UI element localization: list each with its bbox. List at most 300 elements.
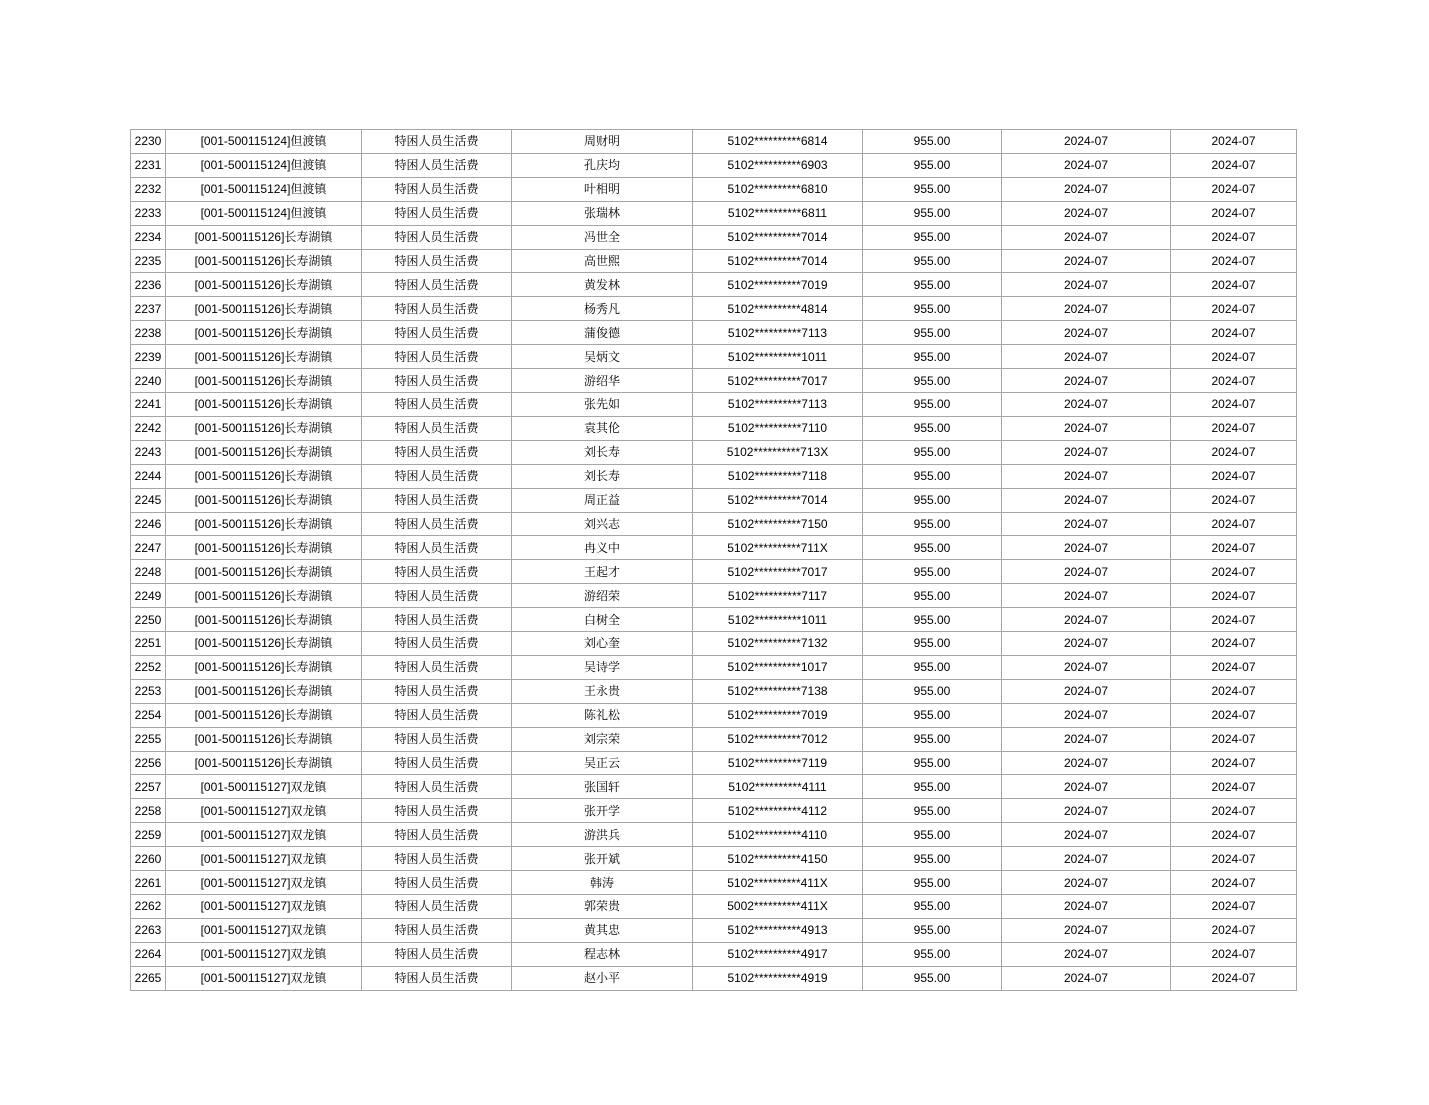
table-row [131,655,1297,679]
table-row [131,536,1297,560]
table-row [131,847,1297,871]
cell-subsidy-item: 特困人员生活费 [362,727,512,751]
cell-district: [001-500115127]双龙镇 [166,799,362,823]
cell-seq: 2243 [131,440,166,464]
cell-month-2: 2024-07 [1171,560,1297,584]
cell-subsidy-item: 特困人员生活费 [362,416,512,440]
cell-seq: 2245 [131,488,166,512]
cell-subsidy-item: 特困人员生活费 [362,321,512,345]
cell-seq: 2240 [131,369,166,393]
table-row [131,249,1297,273]
cell-district: [001-500115126]长寿湖镇 [166,464,362,488]
cell-seq: 2265 [131,966,166,990]
cell-month-2: 2024-07 [1171,727,1297,751]
cell-district: [001-500115124]但渡镇 [166,201,362,225]
cell-seq: 2258 [131,799,166,823]
cell-month-1: 2024-07 [1002,942,1171,966]
cell-amount: 955.00 [863,942,1002,966]
cell-id-number: 5102**********4917 [693,942,863,966]
table-row [131,464,1297,488]
cell-month-2: 2024-07 [1171,871,1297,895]
cell-name: 张开学 [512,799,693,823]
table-row [131,297,1297,321]
cell-district: [001-500115126]长寿湖镇 [166,655,362,679]
cell-district: [001-500115126]长寿湖镇 [166,297,362,321]
cell-month-2: 2024-07 [1171,632,1297,656]
cell-id-number: 5102**********713X [693,440,863,464]
cell-name: 刘宗荣 [512,727,693,751]
cell-district: [001-500115126]长寿湖镇 [166,321,362,345]
cell-name: 高世熙 [512,249,693,273]
cell-id-number: 5102**********7014 [693,249,863,273]
cell-id-number: 5102**********7117 [693,584,863,608]
cell-district: [001-500115127]双龙镇 [166,895,362,919]
cell-name: 王起才 [512,560,693,584]
cell-amount: 955.00 [863,703,1002,727]
cell-month-1: 2024-07 [1002,321,1171,345]
cell-amount: 955.00 [863,130,1002,154]
cell-month-2: 2024-07 [1171,177,1297,201]
cell-subsidy-item: 特困人员生活费 [362,823,512,847]
cell-seq: 2249 [131,584,166,608]
cell-month-2: 2024-07 [1171,679,1297,703]
cell-name: 冉义中 [512,536,693,560]
cell-district: [001-500115126]长寿湖镇 [166,369,362,393]
cell-month-1: 2024-07 [1002,871,1171,895]
cell-district: [001-500115126]长寿湖镇 [166,392,362,416]
cell-amount: 955.00 [863,249,1002,273]
cell-district: [001-500115127]双龙镇 [166,847,362,871]
cell-month-1: 2024-07 [1002,201,1171,225]
cell-seq: 2237 [131,297,166,321]
table-row [131,679,1297,703]
cell-district: [001-500115126]长寿湖镇 [166,560,362,584]
cell-month-1: 2024-07 [1002,727,1171,751]
cell-month-1: 2024-07 [1002,392,1171,416]
cell-amount: 955.00 [863,201,1002,225]
table-row [131,225,1297,249]
cell-subsidy-item: 特困人员生活费 [362,536,512,560]
cell-id-number: 5102**********4111 [693,775,863,799]
table-row [131,727,1297,751]
cell-district: [001-500115126]长寿湖镇 [166,584,362,608]
cell-month-2: 2024-07 [1171,464,1297,488]
table-row [131,130,1297,154]
cell-district: [001-500115127]双龙镇 [166,918,362,942]
cell-id-number: 5102**********7019 [693,273,863,297]
cell-id-number: 5102**********711X [693,536,863,560]
cell-amount: 955.00 [863,918,1002,942]
cell-id-number: 5102**********1017 [693,655,863,679]
cell-month-1: 2024-07 [1002,847,1171,871]
cell-name: 孔庆均 [512,153,693,177]
cell-month-1: 2024-07 [1002,297,1171,321]
cell-month-1: 2024-07 [1002,464,1171,488]
cell-name: 杨秀凡 [512,297,693,321]
cell-amount: 955.00 [863,847,1002,871]
cell-month-2: 2024-07 [1171,369,1297,393]
cell-subsidy-item: 特困人员生活费 [362,799,512,823]
cell-subsidy-item: 特困人员生活费 [362,297,512,321]
cell-subsidy-item: 特困人员生活费 [362,369,512,393]
cell-month-2: 2024-07 [1171,942,1297,966]
cell-name: 陈礼松 [512,703,693,727]
cell-district: [001-500115126]长寿湖镇 [166,345,362,369]
table-row [131,440,1297,464]
cell-subsidy-item: 特困人员生活费 [362,464,512,488]
cell-month-2: 2024-07 [1171,249,1297,273]
cell-month-2: 2024-07 [1171,321,1297,345]
cell-month-1: 2024-07 [1002,751,1171,775]
table-row [131,416,1297,440]
cell-amount: 955.00 [863,679,1002,703]
cell-month-1: 2024-07 [1002,130,1171,154]
cell-seq: 2239 [131,345,166,369]
cell-subsidy-item: 特困人员生活费 [362,201,512,225]
cell-month-2: 2024-07 [1171,416,1297,440]
cell-month-1: 2024-07 [1002,369,1171,393]
cell-seq: 2231 [131,153,166,177]
table-row [131,153,1297,177]
cell-seq: 2242 [131,416,166,440]
cell-amount: 955.00 [863,273,1002,297]
cell-name: 周正益 [512,488,693,512]
table-row [131,895,1297,919]
cell-month-2: 2024-07 [1171,847,1297,871]
cell-amount: 955.00 [863,775,1002,799]
cell-amount: 955.00 [863,345,1002,369]
cell-month-1: 2024-07 [1002,177,1171,201]
cell-month-2: 2024-07 [1171,512,1297,536]
cell-month-1: 2024-07 [1002,512,1171,536]
cell-id-number: 5102**********7113 [693,321,863,345]
table-row [131,703,1297,727]
cell-month-2: 2024-07 [1171,488,1297,512]
table-row [131,751,1297,775]
cell-subsidy-item: 特困人员生活费 [362,679,512,703]
cell-name: 王永贵 [512,679,693,703]
cell-month-1: 2024-07 [1002,895,1171,919]
cell-month-2: 2024-07 [1171,225,1297,249]
cell-seq: 2257 [131,775,166,799]
cell-seq: 2261 [131,871,166,895]
cell-id-number: 5102**********6810 [693,177,863,201]
table-row [131,321,1297,345]
cell-month-1: 2024-07 [1002,632,1171,656]
cell-id-number: 5102**********1011 [693,345,863,369]
cell-month-2: 2024-07 [1171,895,1297,919]
table-body [131,130,1297,991]
cell-id-number: 5102**********7110 [693,416,863,440]
cell-amount: 955.00 [863,608,1002,632]
cell-amount: 955.00 [863,655,1002,679]
cell-month-2: 2024-07 [1171,918,1297,942]
cell-month-1: 2024-07 [1002,225,1171,249]
cell-amount: 955.00 [863,727,1002,751]
cell-id-number: 5102**********411X [693,871,863,895]
cell-id-number: 5102**********7014 [693,488,863,512]
payment-list-table [130,129,1297,991]
cell-subsidy-item: 特困人员生活费 [362,703,512,727]
cell-seq: 2263 [131,918,166,942]
cell-subsidy-item: 特困人员生活费 [362,440,512,464]
cell-amount: 955.00 [863,966,1002,990]
cell-subsidy-item: 特困人员生活费 [362,130,512,154]
cell-subsidy-item: 特困人员生活费 [362,584,512,608]
cell-month-1: 2024-07 [1002,273,1171,297]
cell-district: [001-500115126]长寿湖镇 [166,249,362,273]
cell-seq: 2247 [131,536,166,560]
cell-month-2: 2024-07 [1171,273,1297,297]
cell-name: 白树全 [512,608,693,632]
table-row [131,345,1297,369]
cell-month-1: 2024-07 [1002,799,1171,823]
cell-month-1: 2024-07 [1002,536,1171,560]
cell-name: 周财明 [512,130,693,154]
cell-id-number: 5102**********7138 [693,679,863,703]
cell-month-2: 2024-07 [1171,440,1297,464]
cell-seq: 2260 [131,847,166,871]
cell-district: [001-500115127]双龙镇 [166,966,362,990]
cell-amount: 955.00 [863,751,1002,775]
cell-subsidy-item: 特困人员生活费 [362,249,512,273]
cell-amount: 955.00 [863,153,1002,177]
cell-subsidy-item: 特困人员生活费 [362,918,512,942]
cell-month-2: 2024-07 [1171,130,1297,154]
cell-name: 袁其伦 [512,416,693,440]
cell-seq: 2235 [131,249,166,273]
cell-name: 冯世全 [512,225,693,249]
cell-month-2: 2024-07 [1171,392,1297,416]
cell-month-1: 2024-07 [1002,560,1171,584]
cell-id-number: 5102**********7019 [693,703,863,727]
cell-seq: 2233 [131,201,166,225]
cell-month-1: 2024-07 [1002,488,1171,512]
cell-id-number: 5102**********4150 [693,847,863,871]
cell-subsidy-item: 特困人员生活费 [362,345,512,369]
cell-month-2: 2024-07 [1171,153,1297,177]
cell-name: 张瑞林 [512,201,693,225]
table-row [131,273,1297,297]
cell-district: [001-500115127]双龙镇 [166,942,362,966]
cell-district: [001-500115124]但渡镇 [166,153,362,177]
table-row [131,799,1297,823]
cell-month-2: 2024-07 [1171,201,1297,225]
cell-amount: 955.00 [863,799,1002,823]
cell-month-2: 2024-07 [1171,775,1297,799]
cell-district: [001-500115127]双龙镇 [166,775,362,799]
cell-month-1: 2024-07 [1002,416,1171,440]
table-row [131,560,1297,584]
cell-month-1: 2024-07 [1002,823,1171,847]
cell-month-2: 2024-07 [1171,608,1297,632]
cell-seq: 2262 [131,895,166,919]
cell-district: [001-500115126]长寿湖镇 [166,273,362,297]
cell-district: [001-500115127]双龙镇 [166,871,362,895]
cell-seq: 2264 [131,942,166,966]
cell-id-number: 5102**********4112 [693,799,863,823]
cell-amount: 955.00 [863,895,1002,919]
cell-seq: 2246 [131,512,166,536]
cell-month-1: 2024-07 [1002,153,1171,177]
cell-seq: 2254 [131,703,166,727]
cell-amount: 955.00 [863,823,1002,847]
cell-id-number: 5102**********7017 [693,369,863,393]
cell-id-number: 5102**********4913 [693,918,863,942]
table-row [131,966,1297,990]
table-row [131,512,1297,536]
cell-id-number: 5102**********7017 [693,560,863,584]
cell-seq: 2244 [131,464,166,488]
cell-district: [001-500115126]长寿湖镇 [166,703,362,727]
cell-district: [001-500115127]双龙镇 [166,823,362,847]
cell-id-number: 5102**********7118 [693,464,863,488]
table-row [131,942,1297,966]
cell-name: 赵小平 [512,966,693,990]
cell-seq: 2238 [131,321,166,345]
cell-name: 张先如 [512,392,693,416]
cell-month-2: 2024-07 [1171,966,1297,990]
table-row [131,632,1297,656]
cell-seq: 2248 [131,560,166,584]
cell-subsidy-item: 特困人员生活费 [362,225,512,249]
cell-name: 刘心奎 [512,632,693,656]
cell-subsidy-item: 特困人员生活费 [362,488,512,512]
cell-seq: 2232 [131,177,166,201]
cell-seq: 2250 [131,608,166,632]
cell-amount: 955.00 [863,297,1002,321]
table-row [131,871,1297,895]
cell-month-1: 2024-07 [1002,703,1171,727]
cell-name: 韩涛 [512,871,693,895]
cell-amount: 955.00 [863,632,1002,656]
cell-name: 程志林 [512,942,693,966]
cell-amount: 955.00 [863,560,1002,584]
cell-month-1: 2024-07 [1002,679,1171,703]
cell-seq: 2236 [131,273,166,297]
cell-name: 黄发林 [512,273,693,297]
cell-month-2: 2024-07 [1171,751,1297,775]
cell-amount: 955.00 [863,177,1002,201]
cell-id-number: 5102**********7150 [693,512,863,536]
cell-subsidy-item: 特困人员生活费 [362,655,512,679]
cell-id-number: 5102**********7014 [693,225,863,249]
cell-subsidy-item: 特困人员生活费 [362,942,512,966]
cell-district: [001-500115126]长寿湖镇 [166,440,362,464]
cell-month-1: 2024-07 [1002,345,1171,369]
cell-subsidy-item: 特困人员生活费 [362,966,512,990]
cell-amount: 955.00 [863,584,1002,608]
cell-district: [001-500115126]长寿湖镇 [166,727,362,751]
cell-seq: 2253 [131,679,166,703]
cell-subsidy-item: 特困人员生活费 [362,895,512,919]
cell-month-1: 2024-07 [1002,966,1171,990]
cell-name: 游绍荣 [512,584,693,608]
cell-name: 郭荣贵 [512,895,693,919]
cell-name: 刘长寿 [512,440,693,464]
cell-id-number: 5102**********4110 [693,823,863,847]
cell-name: 游绍华 [512,369,693,393]
cell-seq: 2234 [131,225,166,249]
cell-month-1: 2024-07 [1002,440,1171,464]
cell-subsidy-item: 特困人员生活费 [362,392,512,416]
cell-month-1: 2024-07 [1002,655,1171,679]
cell-district: [001-500115126]长寿湖镇 [166,536,362,560]
cell-amount: 955.00 [863,392,1002,416]
cell-district: [001-500115124]但渡镇 [166,177,362,201]
cell-subsidy-item: 特困人员生活费 [362,632,512,656]
cell-subsidy-item: 特困人员生活费 [362,751,512,775]
cell-name: 张开斌 [512,847,693,871]
cell-subsidy-item: 特困人员生活费 [362,871,512,895]
cell-amount: 955.00 [863,225,1002,249]
table-row [131,392,1297,416]
cell-id-number: 5102**********7132 [693,632,863,656]
cell-name: 刘长寿 [512,464,693,488]
cell-name: 张国轩 [512,775,693,799]
cell-subsidy-item: 特困人员生活费 [362,560,512,584]
cell-district: [001-500115126]长寿湖镇 [166,632,362,656]
cell-id-number: 5102**********6811 [693,201,863,225]
cell-subsidy-item: 特困人员生活费 [362,608,512,632]
table-row [131,608,1297,632]
cell-seq: 2255 [131,727,166,751]
cell-amount: 955.00 [863,464,1002,488]
cell-month-2: 2024-07 [1171,823,1297,847]
cell-district: [001-500115126]长寿湖镇 [166,225,362,249]
cell-id-number: 5002**********411X [693,895,863,919]
cell-seq: 2252 [131,655,166,679]
cell-id-number: 5102**********7012 [693,727,863,751]
cell-district: [001-500115126]长寿湖镇 [166,608,362,632]
cell-seq: 2259 [131,823,166,847]
cell-id-number: 5102**********6903 [693,153,863,177]
cell-month-2: 2024-07 [1171,536,1297,560]
cell-name: 吴正云 [512,751,693,775]
cell-id-number: 5102**********4814 [693,297,863,321]
table-row [131,584,1297,608]
table-row [131,201,1297,225]
cell-amount: 955.00 [863,440,1002,464]
table-row [131,177,1297,201]
cell-month-1: 2024-07 [1002,918,1171,942]
cell-month-1: 2024-07 [1002,775,1171,799]
cell-amount: 955.00 [863,416,1002,440]
cell-subsidy-item: 特困人员生活费 [362,775,512,799]
cell-id-number: 5102**********1011 [693,608,863,632]
cell-name: 吴诗学 [512,655,693,679]
cell-seq: 2241 [131,392,166,416]
cell-name: 吴炳文 [512,345,693,369]
cell-name: 黄其忠 [512,918,693,942]
cell-amount: 955.00 [863,536,1002,560]
cell-month-2: 2024-07 [1171,345,1297,369]
cell-month-2: 2024-07 [1171,799,1297,823]
cell-subsidy-item: 特困人员生活费 [362,512,512,536]
cell-name: 刘兴志 [512,512,693,536]
cell-district: [001-500115126]长寿湖镇 [166,512,362,536]
cell-amount: 955.00 [863,321,1002,345]
cell-id-number: 5102**********6814 [693,130,863,154]
cell-seq: 2251 [131,632,166,656]
cell-district: [001-500115126]长寿湖镇 [166,679,362,703]
cell-subsidy-item: 特困人员生活费 [362,153,512,177]
cell-id-number: 5102**********7119 [693,751,863,775]
cell-month-2: 2024-07 [1171,655,1297,679]
cell-name: 叶相明 [512,177,693,201]
cell-month-2: 2024-07 [1171,297,1297,321]
cell-month-1: 2024-07 [1002,584,1171,608]
